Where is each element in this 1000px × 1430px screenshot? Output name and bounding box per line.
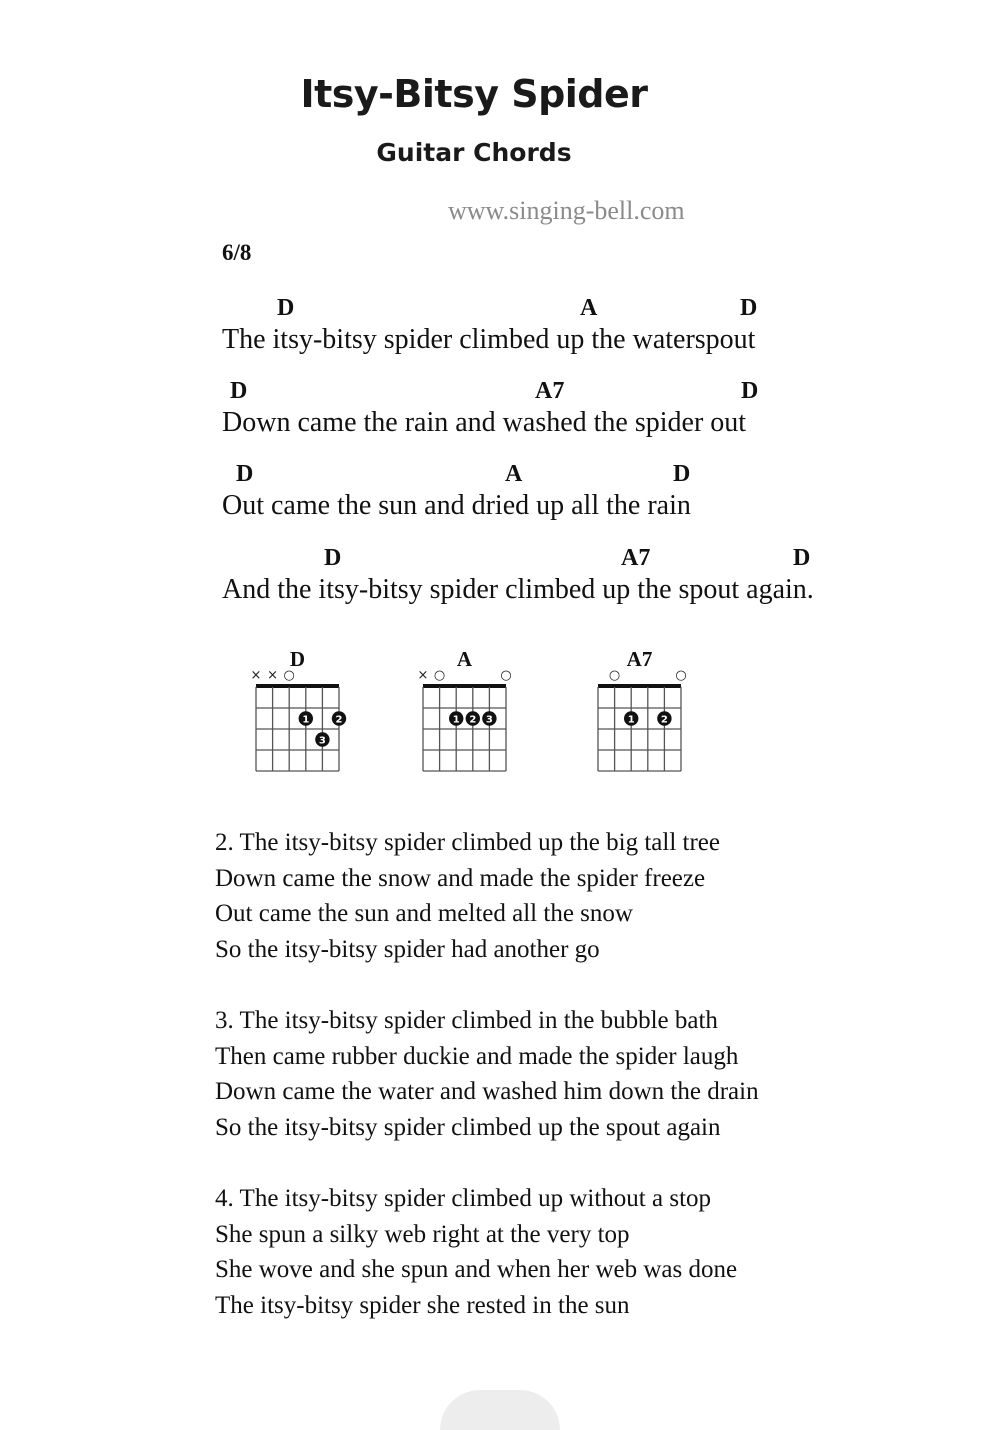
chord-diagram-name: A7: [626, 647, 653, 671]
chord-label: A: [505, 461, 523, 487]
verse-2: [215, 825, 720, 967]
chord-label: D: [793, 545, 811, 571]
finger-number: 1: [302, 714, 310, 726]
lyric-line: Out came the sun and dried up all the rain: [222, 490, 691, 521]
muted-string-marker: ×: [417, 668, 429, 683]
chord-label: D: [277, 295, 295, 321]
finger-number: 1: [452, 714, 460, 726]
song-subtitle: Guitar Chords: [376, 138, 572, 167]
lyric-line: Down came the rain and washed the spider out: [222, 407, 747, 438]
chord-label: D: [740, 295, 758, 321]
open-string-marker: ○: [608, 668, 621, 683]
verse-line: 4. The itsy-bitsy spider climbed up without a stop: [215, 1185, 712, 1212]
chord-label: A: [580, 295, 598, 321]
verse-line: Out came the sun and melted all the snow: [215, 900, 633, 927]
open-string-marker: ○: [675, 668, 687, 683]
lyric-line: The itsy-bitsy spider climbed up the waterspout: [222, 324, 756, 355]
nut: [598, 684, 681, 688]
verse-line: Down came the snow and made the spider freeze: [215, 864, 706, 892]
chord-label: D: [673, 461, 691, 487]
time-signature: 6/8: [222, 240, 252, 265]
song-title: Itsy-Bitsy Spider: [300, 72, 648, 116]
finger-number: 1: [627, 714, 635, 726]
open-string-marker: ○: [433, 668, 446, 683]
nut: [423, 684, 506, 688]
verse-line: Then came rubber duckie and made the spider laugh: [215, 1042, 739, 1070]
website-url[interactable]: www.singing-bell.com: [448, 196, 685, 225]
finger-number: 2: [335, 714, 343, 726]
chord-diagram-name: A: [456, 647, 473, 671]
finger-number: 2: [469, 714, 477, 726]
verse-line: The itsy-bitsy spider she rested in the sun: [215, 1291, 630, 1319]
chord-label: D: [230, 378, 248, 404]
open-string-marker: ○: [283, 668, 295, 683]
open-string-marker: ○: [500, 668, 512, 683]
lyric-line: And the itsy-bitsy spider climbed up the spout again.: [222, 574, 814, 605]
chord-label: D: [741, 378, 759, 404]
chord-label: A7: [621, 545, 651, 571]
chord-diagrams: [240, 640, 720, 790]
chord-label: D: [236, 461, 254, 487]
verse-line: 3. The itsy-bitsy spider climbed in the bubble bath: [215, 1007, 718, 1034]
verse-line: So the itsy-bitsy spider had another go: [215, 935, 600, 963]
verse-line: So the itsy-bitsy spider climbed up the spout again: [215, 1113, 721, 1141]
chord-label: D: [324, 545, 342, 571]
finger-number: 3: [485, 714, 493, 726]
verse-4: [215, 1181, 737, 1323]
verse-line: She wove and she spun and when her web was done: [215, 1256, 738, 1283]
chord-diagram-name: D: [289, 647, 306, 671]
bottom-decoration: [440, 1390, 560, 1430]
finger-number: 2: [660, 714, 668, 726]
finger-number: 3: [318, 735, 326, 747]
verse-line: 2. The itsy-bitsy spider climbed up the big tall tree: [215, 829, 720, 856]
verse-line: Down came the water and washed him down the drain: [215, 1078, 759, 1105]
verse-3: [215, 1003, 759, 1145]
muted-string-marker: ×: [250, 668, 262, 683]
nut: [256, 684, 339, 688]
chord-label: A7: [535, 378, 565, 404]
muted-string-marker: ×: [267, 668, 279, 683]
verse-line: She spun a silky web right at the very top: [215, 1220, 630, 1248]
